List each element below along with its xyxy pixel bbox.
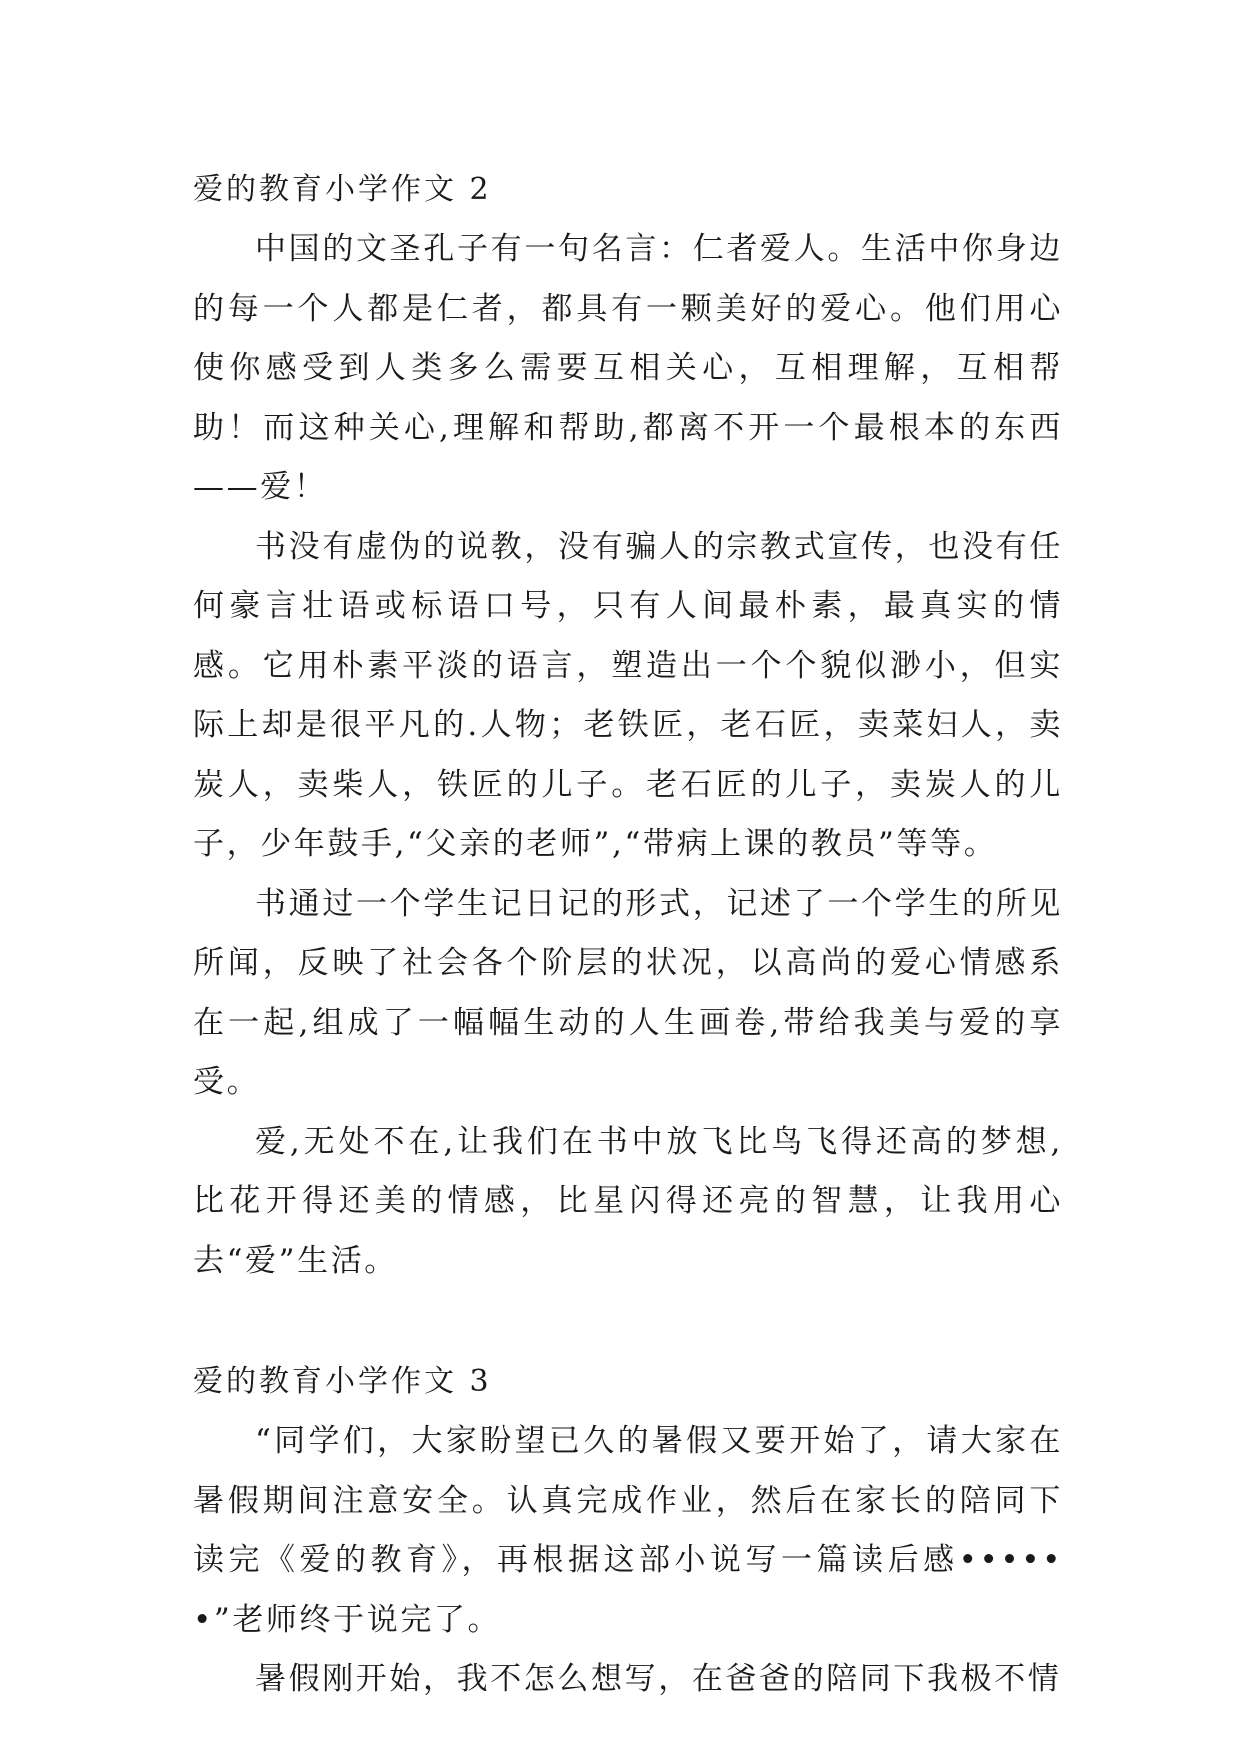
paragraph: 爱,无处不在,让我们在书中放飞比鸟飞得还高的梦想,比花开得还美的情感，比星闪得还亮的智慧，让我用心去“爱”生活。 bbox=[193, 1123, 1063, 1279]
paragraph: 书通过一个学生记日记的形式，记述了一个学生的所见所闻，反映了社会各个阶层的状况，以高尚的爱心情感系在一起,组成了一幅幅生动的人生画卷,带给我美与爱的享受。 bbox=[193, 885, 1063, 1100]
paragraph: 中国的文圣孔子有一句名言：仁者爱人。生活中你身边的每一个人都是仁者，都具有一颗美好的爱心。他们用心使你感受到人类多么需要互相关心，互相理解，互相帮助！而这种关心,理解和帮助,都离不开一个最根本的东西——爱！ bbox=[193, 231, 1063, 505]
paragraph: 书没有虚伪的说教，没有骗人的宗教式宣传，也没有任何豪言壮语或标语口号，只有人间最朴素，最真实的情感。它用朴素平淡的语言，塑造出一个个貌似渺小，但实际上却是很平凡的.人物；老铁匠，老石匠，卖菜妇人，卖炭人，卖柴人，铁匠的儿子。老石匠的儿子，卖炭人的儿子，少年鼓手,“父亲的老师”,“带病上课的教员”等等。 bbox=[193, 528, 1063, 862]
document-page bbox=[193, 160, 1063, 1710]
paragraph: “同学们，大家盼望已久的暑假又要开始了，请大家在暑假期间注意安全。认真完成作业，然后在家长的陪同下读完《爱的教育》，再根据这部小说写一篇读后感••••••”老师终于说完了。 bbox=[193, 1423, 1063, 1638]
section-title: 爱的教育小学作文 3 bbox=[193, 1364, 492, 1399]
section-spacer bbox=[193, 1291, 1063, 1352]
section-title: 爱的教育小学作文 2 bbox=[193, 172, 492, 207]
paragraph: 暑假刚开始，我不怎么想写，在爸爸的陪同下我极不情 bbox=[255, 1661, 1062, 1697]
